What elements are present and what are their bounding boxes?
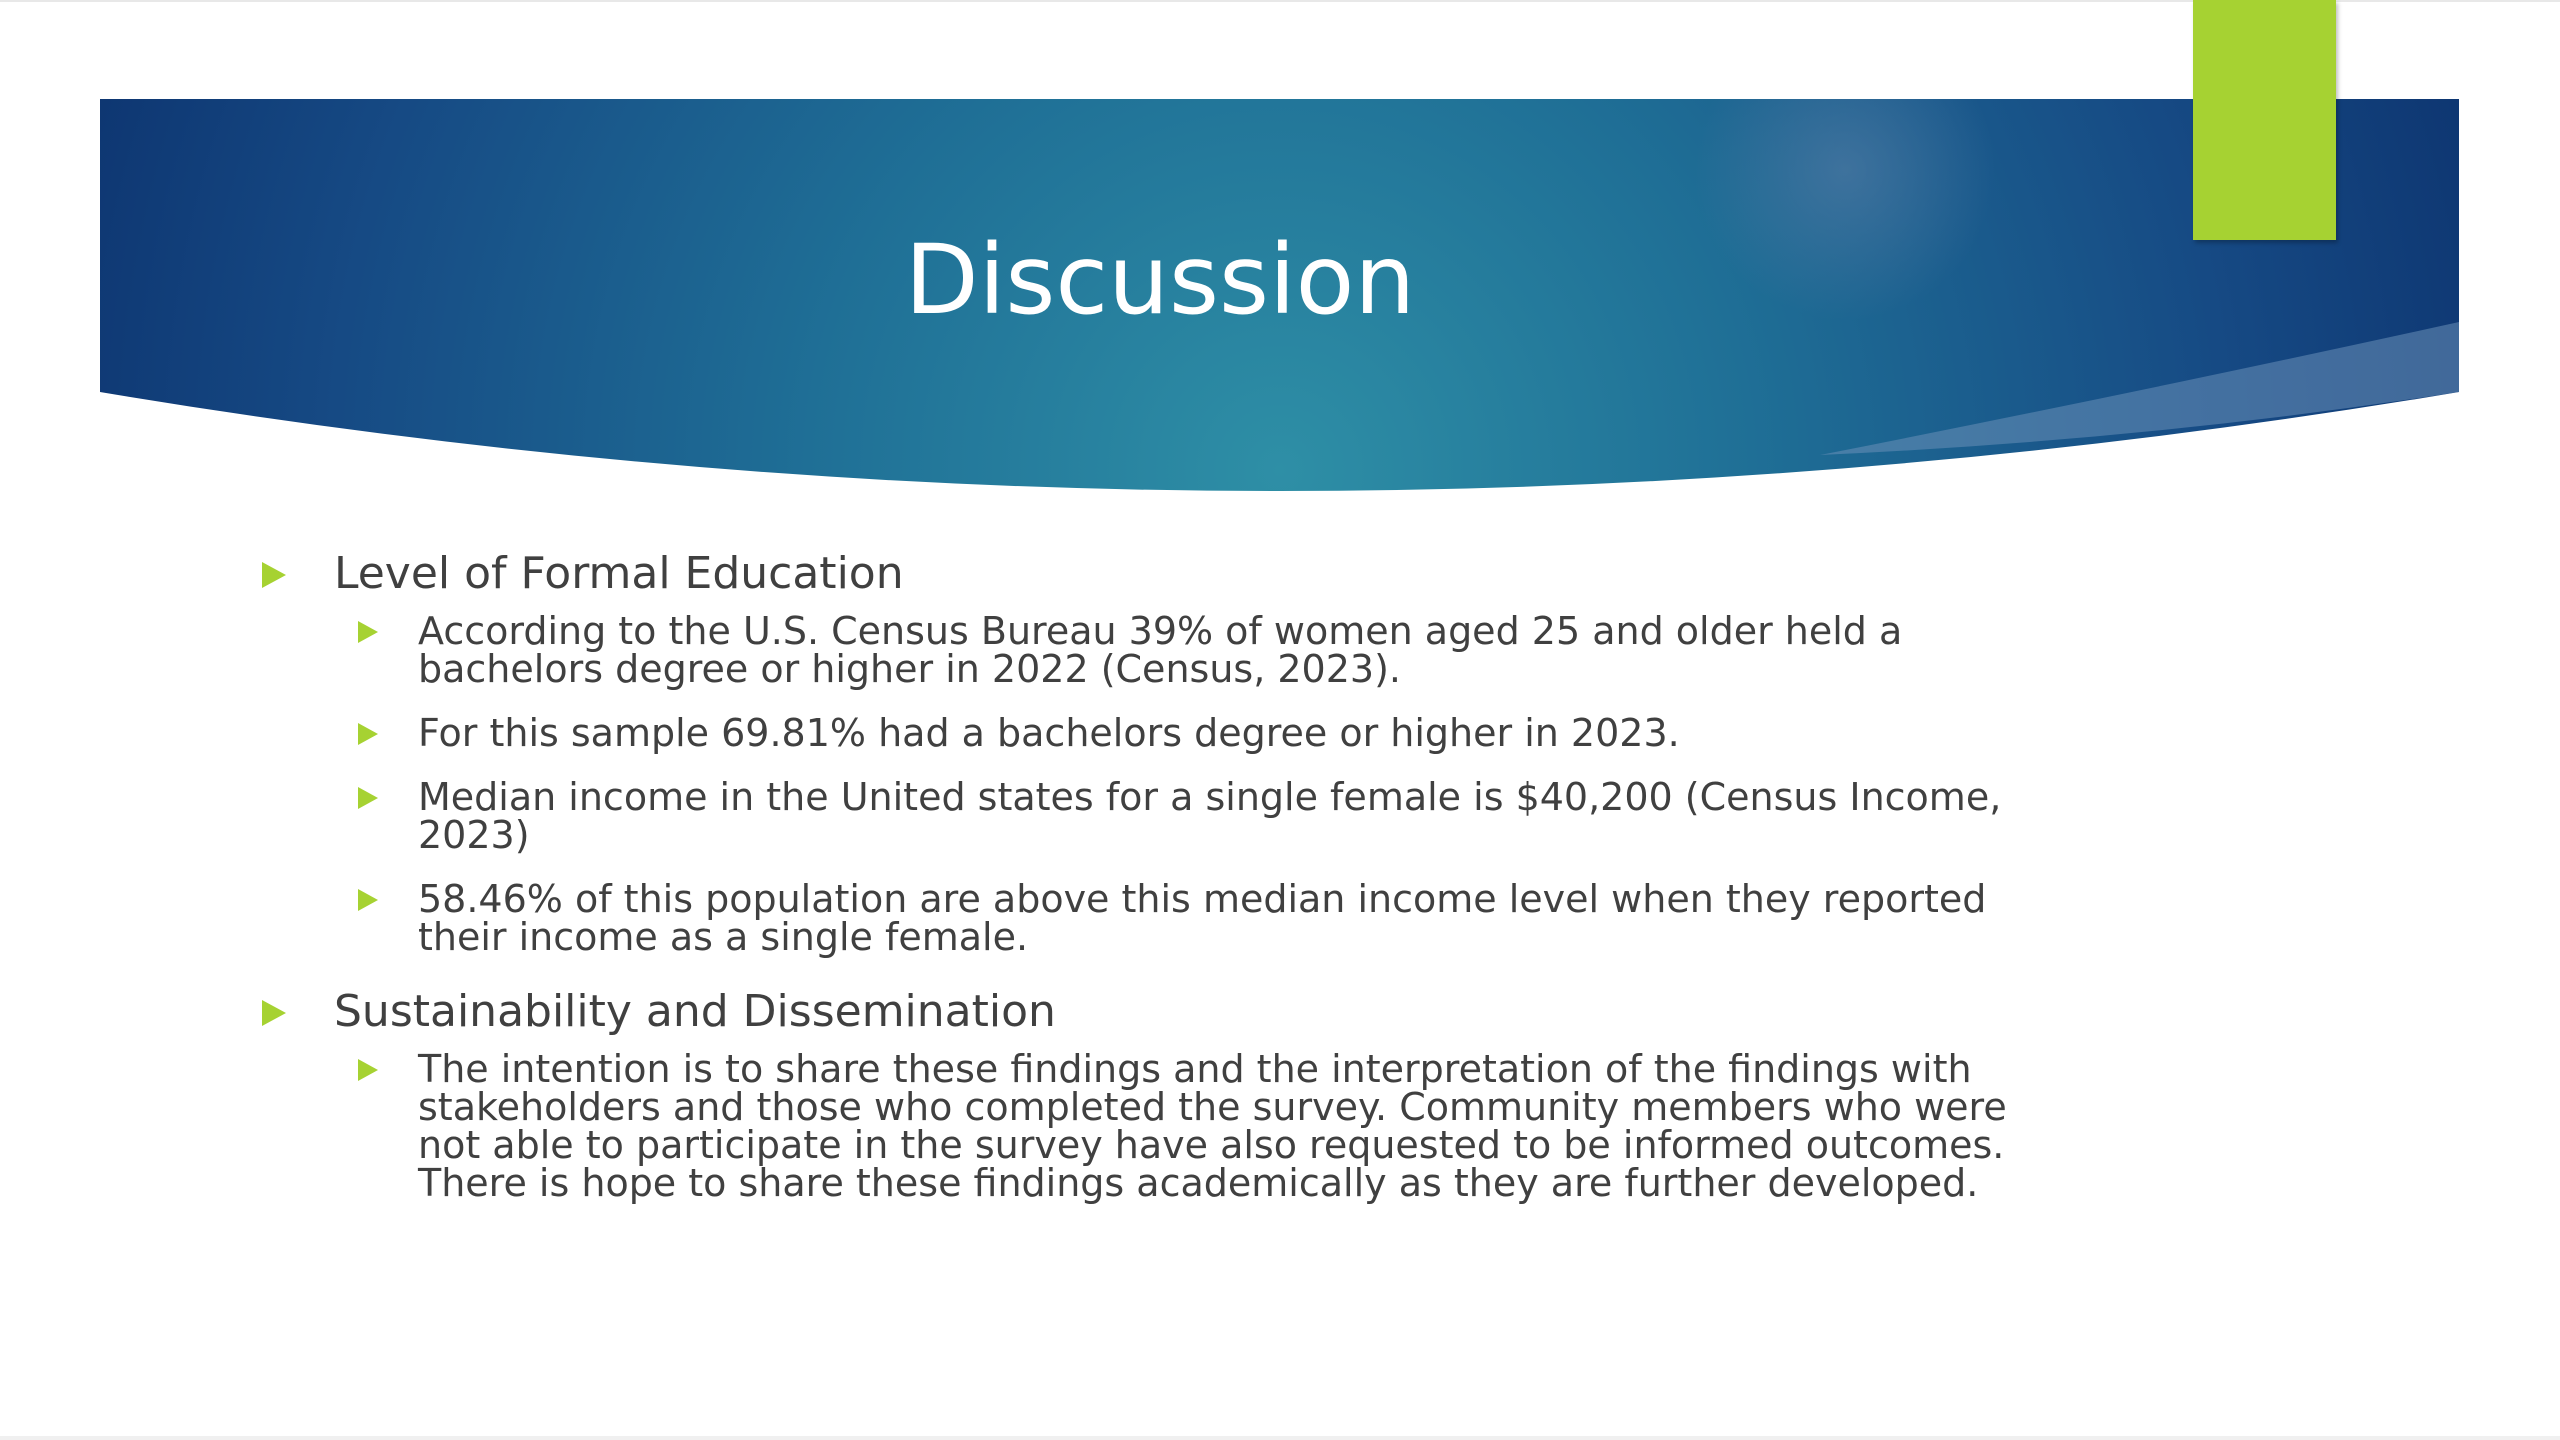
section-heading-text: Sustainability and Dissemination bbox=[334, 986, 1056, 1037]
triangle-bullet-icon bbox=[358, 889, 378, 911]
bullet-text: According to the U.S. Census Bureau 39% of women aged 25 and older held a bachelors degree or higher in 2022 (Census, 2023). bbox=[418, 609, 1903, 691]
bullet-text: For this sample 69.81% had a bachelors degree or higher in 2023. bbox=[418, 711, 1680, 755]
bullet-item bbox=[262, 609, 2062, 691]
slide-content bbox=[262, 544, 2062, 1228]
accent-tab bbox=[2193, 0, 2336, 240]
bullet-text: 58.46% of this population are above this median income level when they reported their income as a single female. bbox=[418, 877, 1987, 959]
bullet-text: Median income in the United states for a single female is $40,200 (Census Income, 2023) bbox=[418, 775, 2002, 857]
bullet-item bbox=[262, 775, 2062, 857]
slide-bottom-edge bbox=[0, 1436, 2560, 1440]
section-heading bbox=[262, 544, 2062, 604]
triangle-bullet-icon bbox=[262, 562, 286, 588]
triangle-bullet-icon bbox=[262, 1000, 286, 1026]
slide-title: Discussion bbox=[904, 224, 1416, 336]
bullet-text: The intention is to share these findings and the interpretation of the findings with stakeholders and those who completed the survey. Community members who were not able to participate in the survey have also requested to be informed outcomes. There is hope to share these findings academically as they are further developed. bbox=[418, 1047, 2007, 1205]
triangle-bullet-icon bbox=[358, 787, 378, 809]
section-heading-text: Level of Formal Education bbox=[334, 548, 904, 599]
triangle-bullet-icon bbox=[358, 1059, 378, 1081]
bullet-item bbox=[262, 877, 2062, 959]
triangle-bullet-icon bbox=[358, 723, 378, 745]
triangle-bullet-icon bbox=[358, 621, 378, 643]
section-heading bbox=[262, 982, 2062, 1042]
bullet-item bbox=[262, 711, 2062, 755]
section-dissemination bbox=[262, 982, 2062, 1205]
bullet-item bbox=[262, 1047, 2062, 1205]
section-education bbox=[262, 544, 2062, 959]
